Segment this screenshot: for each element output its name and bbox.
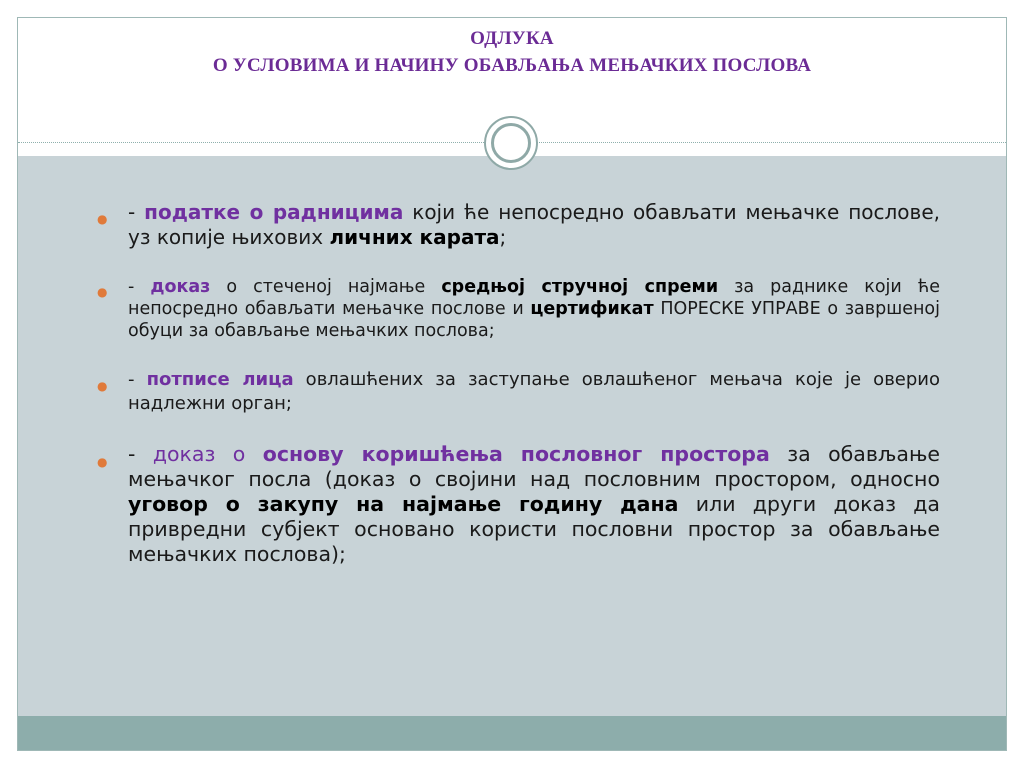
bullet-bold: цертификат xyxy=(530,299,654,319)
bullet-dot-icon: ● xyxy=(97,379,108,393)
slide-subtitle: О УСЛОВИМА И НАЧИНУ ОБАВЉАЊА МЕЊАЧКИХ ПОСЛОВА xyxy=(212,55,812,76)
bullet-dot-icon: ● xyxy=(97,455,108,469)
bullet-highlight: податке о радницима xyxy=(144,200,404,224)
bullet-highlight: потписе лица xyxy=(146,369,294,390)
bullet-highlight: основу коришћења пословног простора xyxy=(262,442,770,466)
bullet-dash: - xyxy=(128,277,151,297)
bullet-item-signatures xyxy=(95,368,940,416)
bullet-text: за обављање мењачког посла (доказ о својини над пословним простором, односно xyxy=(128,442,941,491)
bullet-item-premises-proof xyxy=(95,442,940,567)
bullet-text: за раднике који ће непосредно обављати мењачке послове и xyxy=(128,277,940,319)
bullet-bold: средњој стручној спреми xyxy=(441,277,719,297)
bullet-text: овлашћених за заступање овлашћеног мењача које је оверио надлежни орган; xyxy=(128,369,941,414)
bullet-text-end: ПОРЕСКЕ УПРАВЕ о завршеној обуци за обављање мењачких послова; xyxy=(128,299,940,341)
bullet-dot-icon: ● xyxy=(97,212,108,226)
bullet-highlight: доказ xyxy=(150,277,211,297)
bullet-list xyxy=(95,200,940,567)
bullet-dot-icon: ● xyxy=(97,285,108,299)
footer-band xyxy=(18,716,1006,750)
bullet-text: о стеченој најмање xyxy=(210,277,442,297)
circle-ornament-icon xyxy=(484,116,538,170)
bullet-item-education-proof xyxy=(95,276,940,342)
bullet-text: који ће непосредно обављати мењачке послове, уз копије њихових xyxy=(128,200,940,249)
slide-title: ОДЛУКА xyxy=(470,28,554,49)
bullet-bold: уговор о закупу на најмање годину дана xyxy=(128,492,679,516)
bullet-dash: - xyxy=(128,442,153,466)
bullet-dash: - xyxy=(128,200,145,224)
bullet-plain-purple: доказ о xyxy=(152,442,263,466)
bullet-text-end: ; xyxy=(499,225,507,249)
bullet-text-end: или други доказ да привредни субјект основано користи пословни простор за обављање мењачких послова); xyxy=(128,492,940,566)
inner-ring xyxy=(491,123,531,163)
bullet-dash: - xyxy=(128,369,147,390)
bullet-bold: личних карата xyxy=(329,225,500,249)
bullet-item-employee-data xyxy=(95,200,940,250)
